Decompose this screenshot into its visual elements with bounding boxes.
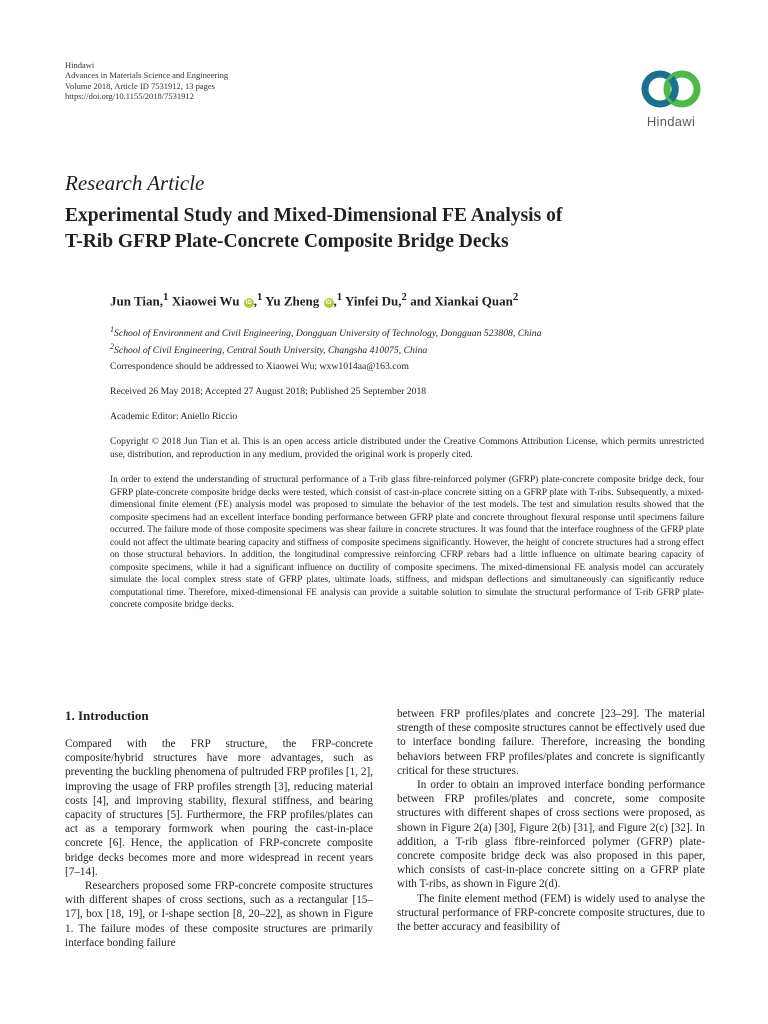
abstract-text: In order to extend the understanding of structural performance of a T-rib glass fibre-reinforced polymer (GFRP) plate-concrete composite bridge deck, four GFRP plate-concrete composite bridge decks were tested, which consist of cast-in-place concrete sitting on a GFRP plate with T-ribs. Subsequently, a mixed-dimensional finite element (FE) analysis model was proposed to simulate the behavior of the test models. The test and simulation results showed that the composite specimens had an excellent interface bonding performance between GFRP plate and concrete throughout flexural response until specimens failure occurred. The failure mode of those composite specimens was shear failure in concrete structures. It was found that the interface roughness of the GFRP plate could not affect the ultimate bearing capacity and stiffness of composite specimens significantly. However, the height of concrete structures had a strong effect on those structural behaviors. In addition, the longitudinal compressive reinforcing CFRP rebars had a little influence on ultimate bearing capacity of composite specimens, while it had a significant influence on ductility of composite specimens. The mixed-dimensional FE analysis model can accurately simulate the local complex stress state of GFRP plates, ultimate loads, stiffness, and midspan deflections and simultaneously can significantly reduce computational time. Therefore, mixed-dimensional FE analysis can provide a suitable solution to simulate the structural performance of T-rib GFRP plate-concrete composite bridge decks.	[110, 475, 704, 610]
author-name[interactable]: Yinfei Du,	[344, 293, 402, 309]
author-affiliation-mark: 2	[512, 291, 519, 303]
academic-editor: Academic Editor: Aniello Riccio	[110, 411, 238, 422]
author-list: Jun Tian,$^1$ Xiaowei Wu iD ,$^1$ Yu Zheng iD ,$^1$ Yinfei Du,$^2$ and Xiankai Quan$^2$	[110, 291, 519, 309]
copyright-notice: Copyright © 2018 Jun Tian et al. This is an open access article distributed under the Creative Commons Attribution License, which permits unrestricted use, distribution, and reproduction in any medium, provided the original work is properly cited.	[110, 437, 704, 460]
title-line: Experimental Study and Mixed-Dimensional FE Analysis of	[65, 205, 563, 226]
paragraph: The finite element method (FEM) is widely used to analyse the structural performance of FRP-concrete composite structures, due to the better accuracy and feasibility of	[397, 892, 705, 934]
affiliation-mark: 1	[110, 325, 115, 334]
journal-header	[65, 60, 228, 101]
author-name[interactable]: and Xiankai Quan	[410, 293, 513, 309]
author-affiliation-mark: 1	[336, 291, 343, 303]
orcid-icon[interactable]: iD	[325, 300, 332, 307]
right-column	[397, 707, 705, 934]
paragraph: Compared with the FRP structure, the FRP-concrete composite/hybrid structures have more advantages, such as preventing the buckling phenomena of pultruded FRP profiles [1, 2], improving the usage of FRP profiles strength [3], reducing material costs [4], and improving stability, flexural stiffness, and bearing capacity of structures [5]. Furthermore, the FRP profiles/plates can act as a temporary formwork when pouring the cast-in-place concrete [6]. Hence, the application of FRP-concrete composite bridge decks becomes more and more widespread in recent years [7–14].	[65, 738, 373, 878]
doi-link[interactable]: https://doi.org/10.1155/2018/7531912	[65, 90, 194, 101]
author-name[interactable]: Jun Tian,	[110, 293, 164, 309]
author-affiliation-mark: 1	[163, 291, 169, 303]
logo-wordmark: Hindawi	[646, 114, 696, 129]
volume-info: Volume 2018, Article ID 7531912, 13 pages	[65, 80, 215, 91]
paragraph: In order to obtain an improved interface bonding performance between FRP profiles/plates and concrete, some composite structures with different shapes of cross sections were proposed, as shown in Figure 2(a) [30], Figure 2(b) [31], and Figure 2(c) [32]. In addition, a T-rib glass fibre-reinforced polymer (GFRP) plate-concrete composite bridge deck was also proposed in this paper, which consists of cast-in-place concrete sitting on a GFRP plate with T-ribs, as shown in Figure 2(d).	[397, 779, 705, 891]
abstract	[110, 474, 704, 612]
title-line: T-Rib GFRP Plate-Concrete Composite Bridge Decks	[65, 231, 509, 252]
section-heading: 1. Introduction	[65, 708, 149, 723]
affiliation-text: School of Environment and Civil Engineering, Dongguan University of Technology, Dongguan 523808, China	[114, 328, 542, 340]
author-name[interactable]: Yu Zheng	[265, 293, 320, 309]
left-column	[65, 737, 373, 950]
orcid-icon[interactable]: iD	[245, 300, 252, 307]
author-name[interactable]: Xiaowei Wu	[171, 293, 240, 309]
paragraph: Researchers proposed some FRP-concrete composite structures with different shapes of cross sections, such as a rectangular [15–17], box [18, 19], or I-shape section [8, 20–22], as shown in Figure 1. The failure modes of these composite structures are primarily interface bonding failure	[65, 880, 373, 949]
affiliation-mark: 2	[110, 342, 115, 352]
publisher-name: Hindawi	[65, 60, 95, 70]
journal-name: Advances in Materials Science and Engineering	[65, 70, 229, 81]
affiliation	[110, 323, 541, 340]
author-affiliation-mark: 2	[401, 291, 407, 303]
author-affiliation-mark: 1	[256, 291, 263, 303]
article-title	[65, 203, 705, 255]
paragraph: between FRP profiles/plates and concrete [23–29]. The material strength of these composite structures cannot be effectively used due to interface bonding failure. Therefore, increasing the bonding behaviors between FRP profiles/plates and concrete is significantly critical for these structures.	[397, 708, 705, 777]
affiliation	[110, 340, 541, 357]
correspondence: Correspondence should be addressed to Xiaowei Wu; wxw1014aa@163.com	[110, 361, 409, 372]
article-type: Research Article	[65, 171, 205, 195]
affiliations	[110, 323, 541, 357]
publication-dates: Received 26 May 2018; Accepted 27 August 2018; Published 25 September 2018	[110, 386, 427, 397]
affiliation-text: School of Civil Engineering, Central South University, Changsha 410075, China	[114, 345, 428, 357]
